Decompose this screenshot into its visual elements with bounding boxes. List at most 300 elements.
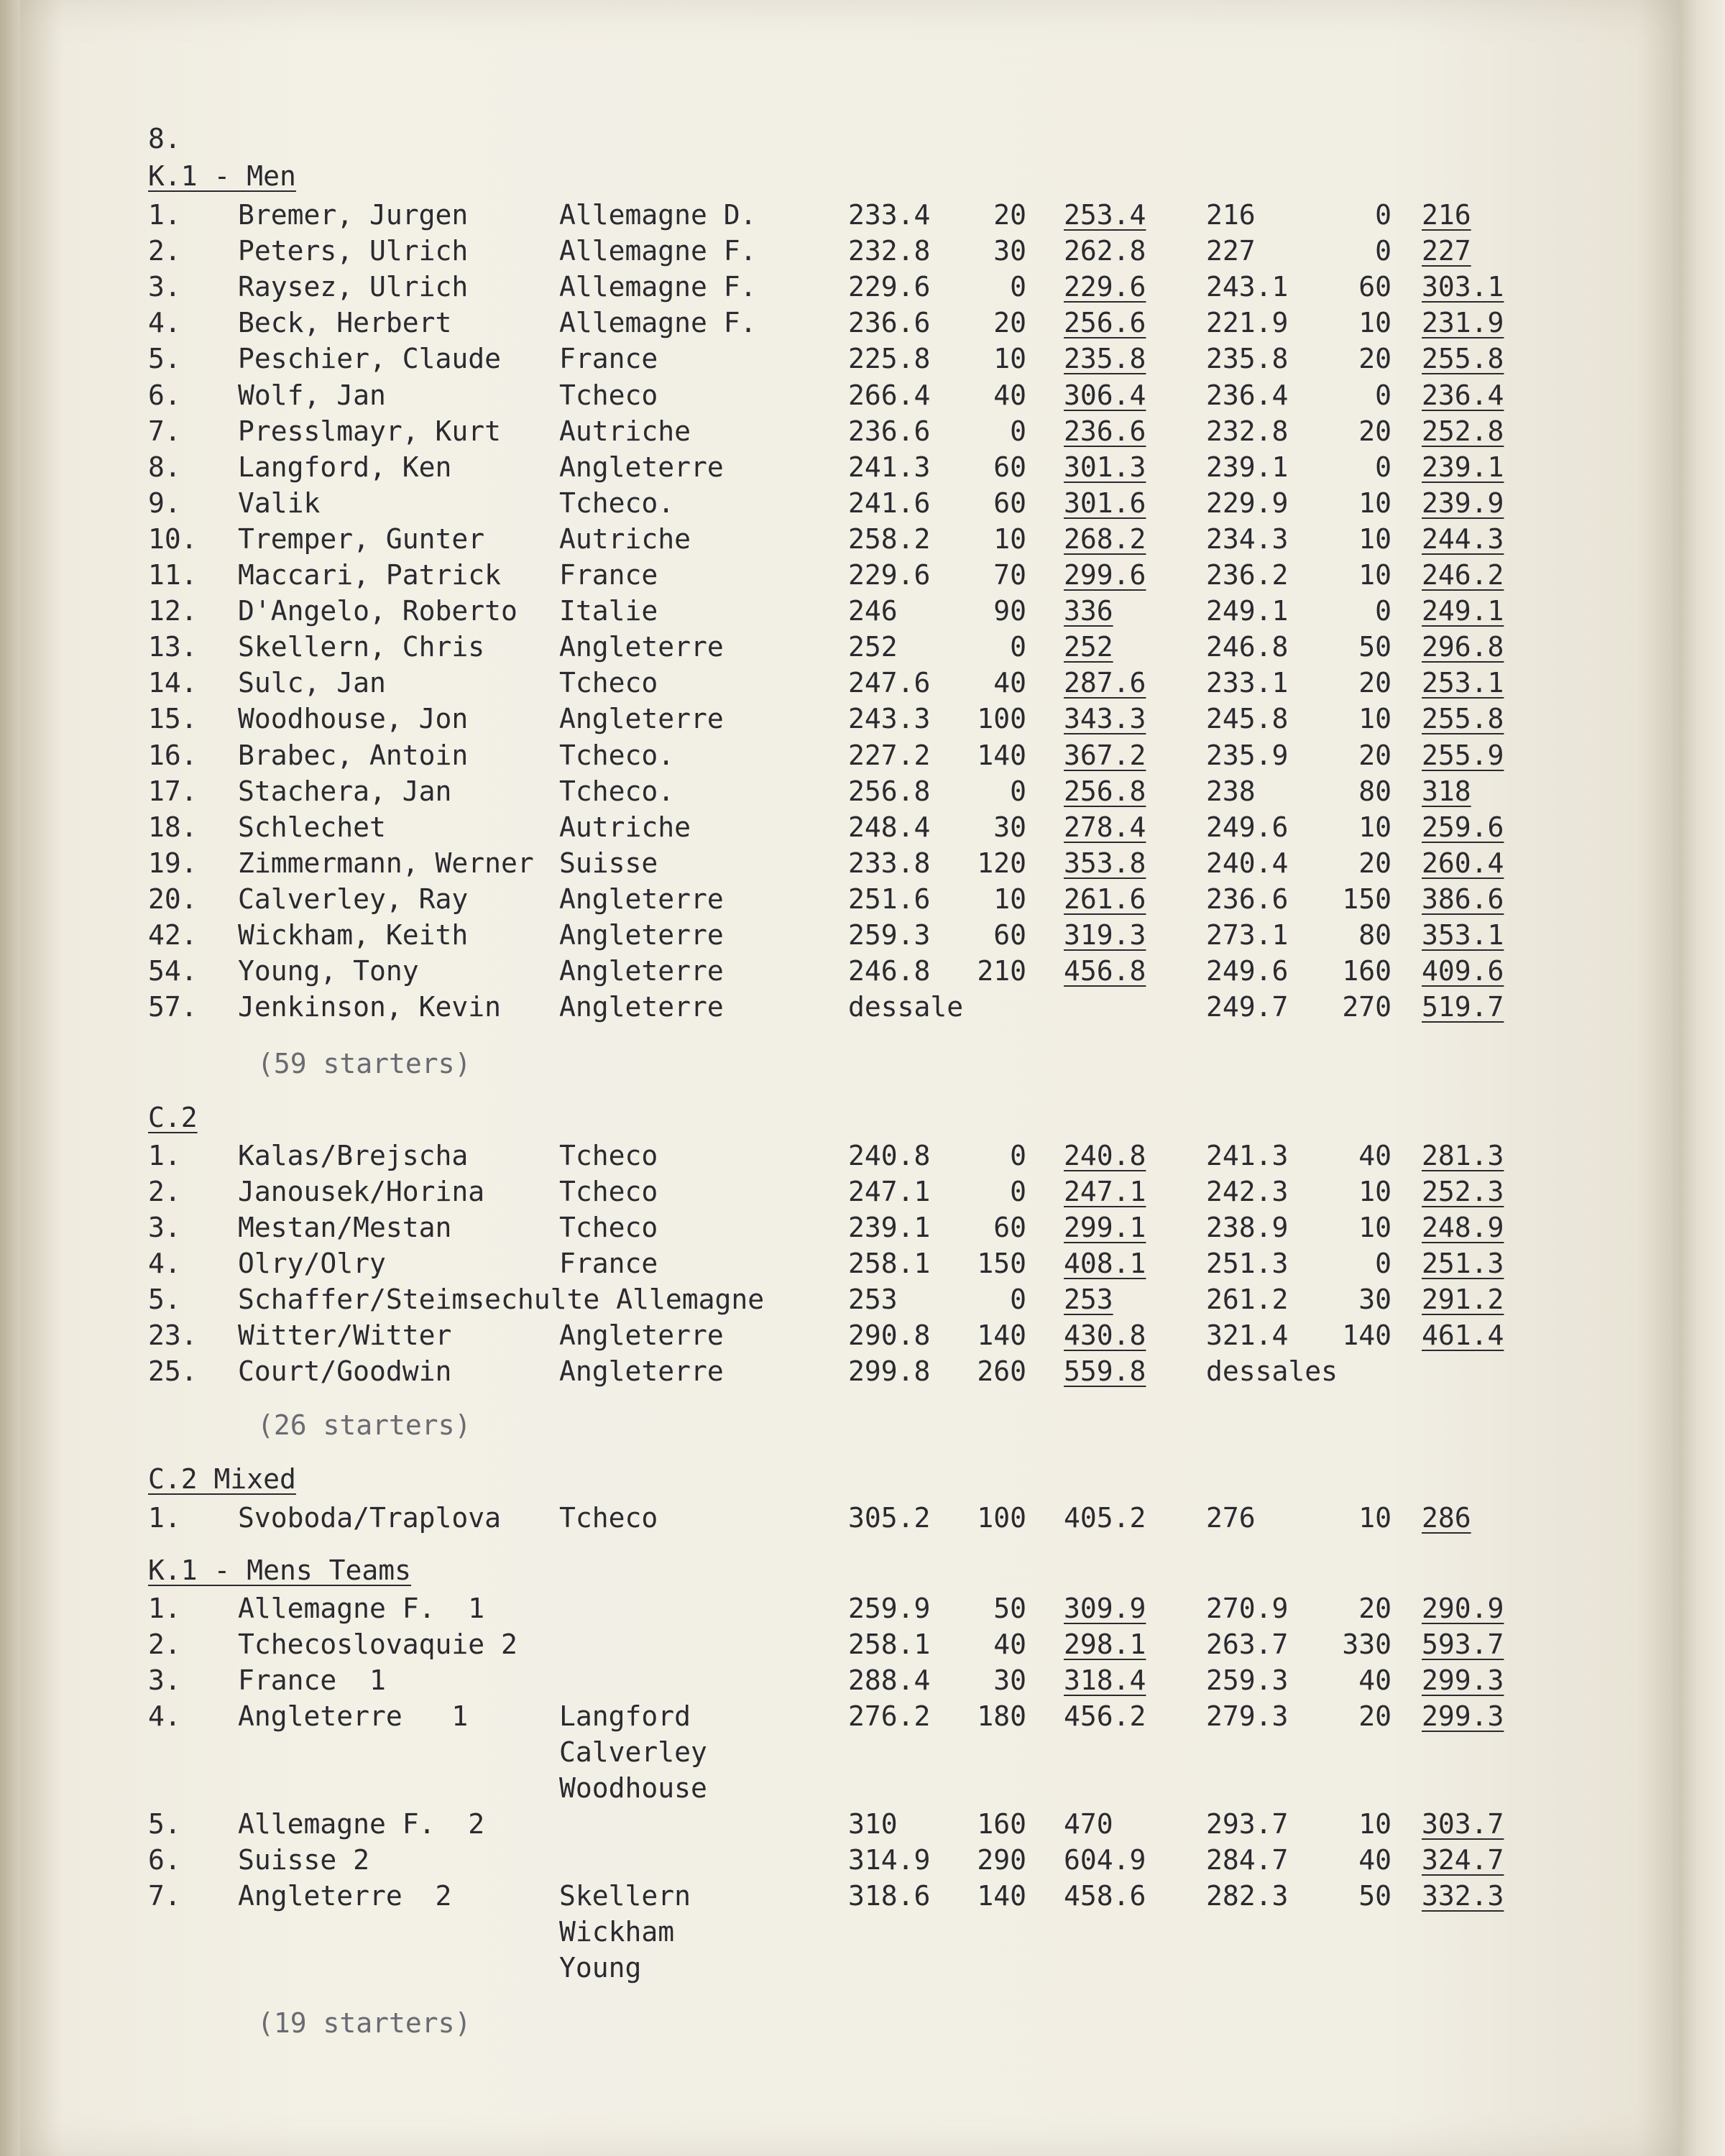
page-binding xyxy=(0,0,20,2156)
run1-total-cell: 604.9 xyxy=(1064,1844,1146,1876)
run2-time-cell: 249.6 xyxy=(1206,955,1289,987)
rank-cell: 5. xyxy=(148,1808,181,1840)
run2-time-cell: 270.9 xyxy=(1206,1593,1289,1624)
run1-penalty-cell: 50 xyxy=(993,1593,1026,1624)
run2-total-cell: 255.8 xyxy=(1422,703,1504,735)
run1-penalty-cell: 10 xyxy=(993,522,1026,555)
team-member: Langford xyxy=(559,1700,691,1732)
run1-time-cell: 258.1 xyxy=(848,1628,931,1660)
table-row xyxy=(20,1626,1680,1662)
table-row xyxy=(20,341,1680,377)
run2-penalty-cell: 0 xyxy=(1375,379,1392,411)
table-row xyxy=(20,953,1680,989)
run1-penalty-cell: 140 xyxy=(977,1880,1026,1912)
rank-cell: 7. xyxy=(148,1880,181,1912)
team-member-row xyxy=(20,1914,1680,1950)
name-cell: Allemagne F. 1 xyxy=(238,1593,485,1624)
run1-total-cell: 318.4 xyxy=(1064,1664,1146,1696)
country-cell: Tcheco xyxy=(559,379,658,411)
name-cell: Schaffer/Steimsechulte Allemagne xyxy=(238,1284,765,1315)
results-content xyxy=(20,0,1680,2156)
run2-penalty-cell: 0 xyxy=(1375,199,1392,231)
table-row xyxy=(20,557,1680,593)
run2-total-cell: 332.3 xyxy=(1422,1880,1504,1912)
rank-cell: 1. xyxy=(148,1502,181,1534)
team-member: Woodhouse xyxy=(559,1772,707,1804)
run1-penalty-cell: 70 xyxy=(993,559,1026,591)
country-cell: France xyxy=(559,343,658,375)
run2-penalty-cell: 40 xyxy=(1358,1844,1392,1876)
table-row xyxy=(20,593,1680,629)
run2-total-cell: 290.9 xyxy=(1422,1593,1504,1624)
table-row xyxy=(20,1138,1680,1174)
run2-total-cell: 593.7 xyxy=(1422,1628,1504,1660)
country-cell: Angleterre xyxy=(559,703,724,735)
run1-total-cell: 456.2 xyxy=(1064,1700,1146,1732)
run2-total-cell: 239.9 xyxy=(1422,487,1504,519)
name-cell: Tchecoslovaquie 2 xyxy=(238,1628,518,1660)
run1-time-cell: 246 xyxy=(848,595,898,627)
run2-time-cell: 238 xyxy=(1206,775,1256,807)
run1-time-cell: 247.6 xyxy=(848,667,931,699)
name-cell: Jenkinson, Kevin xyxy=(238,991,502,1023)
table-row xyxy=(20,1878,1680,1914)
country-cell: Angleterre xyxy=(559,631,724,663)
name-cell: Zimmermann, Werner xyxy=(238,847,534,879)
run2-penalty-cell: 20 xyxy=(1358,667,1392,699)
team-member: Skellern xyxy=(559,1880,691,1912)
run1-time-cell: 227.2 xyxy=(848,739,931,771)
run2-time-cell: 282.3 xyxy=(1206,1880,1289,1912)
table-row xyxy=(20,773,1680,809)
run1-time-cell: 233.4 xyxy=(848,199,931,231)
run1-penalty-cell: 40 xyxy=(993,667,1026,699)
name-cell: Peters, Ulrich xyxy=(238,235,469,267)
rank-cell: 16. xyxy=(148,739,198,771)
run1-time-cell: 258.2 xyxy=(848,522,931,555)
name-cell: Court/Goodwin xyxy=(238,1355,452,1387)
rank-cell: 4. xyxy=(148,1248,181,1279)
table-row xyxy=(20,1806,1680,1842)
run1-penalty-cell: 160 xyxy=(977,1808,1026,1840)
run1-total-cell: 430.8 xyxy=(1064,1319,1146,1351)
name-cell: Angleterre 1 xyxy=(238,1700,469,1732)
run2-penalty-cell: 10 xyxy=(1358,522,1392,555)
run1-time-cell: 288.4 xyxy=(848,1664,931,1696)
country-cell: Autriche xyxy=(559,811,691,843)
run1-time-cell: 256.8 xyxy=(848,775,931,807)
table-row xyxy=(20,1698,1680,1734)
run1-time-cell: 239.1 xyxy=(848,1212,931,1243)
country-cell: Autriche xyxy=(559,415,691,447)
rank-cell: 54. xyxy=(148,955,198,987)
run2-time-cell: 229.9 xyxy=(1206,487,1289,519)
run2-time-cell: 249.6 xyxy=(1206,811,1289,843)
run2-total-cell: 353.1 xyxy=(1422,919,1504,951)
run1-penalty-cell: 0 xyxy=(1010,1284,1026,1315)
run2-penalty-cell: 10 xyxy=(1358,1212,1392,1243)
name-cell: Presslmayr, Kurt xyxy=(238,415,502,447)
name-cell: Tremper, Gunter xyxy=(238,522,485,555)
country-cell: Tcheco. xyxy=(559,739,675,771)
run1-total-cell: 408.1 xyxy=(1064,1248,1146,1279)
run2-total-cell: 303.7 xyxy=(1422,1808,1504,1840)
team-member-row xyxy=(20,1950,1680,1986)
country-cell: Angleterre xyxy=(559,991,724,1023)
run2-time-cell: 235.8 xyxy=(1206,343,1289,375)
table-row xyxy=(20,1500,1680,1536)
run1-total-cell: 236.6 xyxy=(1064,415,1146,447)
run1-penalty-cell: 210 xyxy=(977,955,1026,987)
run2-penalty-cell: 270 xyxy=(1342,991,1392,1023)
run1-penalty-cell: 40 xyxy=(993,1628,1026,1660)
name-cell: Woodhouse, Jon xyxy=(238,703,469,735)
name-cell: Raysez, Ulrich xyxy=(238,271,469,303)
run2-time-cell: 236.4 xyxy=(1206,379,1289,411)
name-cell: Peschier, Claude xyxy=(238,343,502,375)
name-cell: Allemagne F. 2 xyxy=(238,1808,485,1840)
table-row xyxy=(20,197,1680,233)
country-cell: Tcheco xyxy=(559,1212,658,1243)
table-row xyxy=(20,1317,1680,1353)
run1-total-cell: 298.1 xyxy=(1064,1628,1146,1660)
name-cell: Stachera, Jan xyxy=(238,775,452,807)
run1-total-cell: 470 xyxy=(1064,1808,1113,1840)
run1-time-cell: 225.8 xyxy=(848,343,931,375)
rank-cell: 2. xyxy=(148,1628,181,1660)
run1-time-cell: 246.8 xyxy=(848,955,931,987)
team-member: Young xyxy=(559,1952,642,1984)
rank-cell: 6. xyxy=(148,1844,181,1876)
run2-total-cell: 519.7 xyxy=(1422,991,1504,1023)
run1-total-cell: 405.2 xyxy=(1064,1502,1146,1534)
run1-penalty-cell: 40 xyxy=(993,379,1026,411)
team-member-row xyxy=(20,1734,1680,1770)
run1-penalty-cell: 30 xyxy=(993,811,1026,843)
name-cell: Witter/Witter xyxy=(238,1319,452,1351)
run1-time-cell: 299.8 xyxy=(848,1355,931,1387)
run2-penalty-cell: 10 xyxy=(1358,1808,1392,1840)
table-row xyxy=(20,665,1680,701)
country-cell: Angleterre xyxy=(559,955,724,987)
rank-cell: 4. xyxy=(148,1700,181,1732)
run1-penalty-cell: 180 xyxy=(977,1700,1026,1732)
run2-penalty-cell: 0 xyxy=(1375,595,1392,627)
country-cell: Tcheco. xyxy=(559,487,675,519)
rank-cell: 25. xyxy=(148,1355,198,1387)
page-edge xyxy=(1680,0,1725,2156)
run2-total-cell: 248.9 xyxy=(1422,1212,1504,1243)
run2-total-cell: 252.8 xyxy=(1422,415,1504,447)
run2-time-cell: 259.3 xyxy=(1206,1664,1289,1696)
country-cell: Tcheco xyxy=(559,1140,658,1171)
rank-cell: 3. xyxy=(148,1212,181,1243)
table-row xyxy=(20,1210,1680,1245)
run1-time-cell: 259.3 xyxy=(848,919,931,951)
run2-time-cell: 221.9 xyxy=(1206,307,1289,339)
run1-total-cell: 343.3 xyxy=(1064,703,1146,735)
rank-cell: 15. xyxy=(148,703,198,735)
run2-penalty-cell: 330 xyxy=(1342,1628,1392,1660)
page-number: 8. xyxy=(148,123,181,155)
run2-total-cell: 461.4 xyxy=(1422,1319,1504,1351)
run2-penalty-cell: 0 xyxy=(1375,1248,1392,1279)
rank-cell: 2. xyxy=(148,1176,181,1207)
run2-penalty-cell: 20 xyxy=(1358,1593,1392,1624)
run1-total-cell: 456.8 xyxy=(1064,955,1146,987)
run2-time-cell: 279.3 xyxy=(1206,1700,1289,1732)
run2-time-cell: 251.3 xyxy=(1206,1248,1289,1279)
run1-penalty-cell: 10 xyxy=(993,883,1026,915)
rank-cell: 3. xyxy=(148,1664,181,1696)
run1-time-cell: 253 xyxy=(848,1284,898,1315)
run2-penalty-cell: 10 xyxy=(1358,487,1392,519)
name-cell: Mestan/Mestan xyxy=(238,1212,452,1243)
run2-time-cell: 243.1 xyxy=(1206,271,1289,303)
run1-time-cell: 233.8 xyxy=(848,847,931,879)
name-cell: Svoboda/Traplova xyxy=(238,1502,502,1534)
run2-time-cell: 236.2 xyxy=(1206,559,1289,591)
rank-cell: 12. xyxy=(148,595,198,627)
table-row xyxy=(20,1590,1680,1626)
run1-total-cell: 559.8 xyxy=(1064,1355,1146,1387)
run1-time-cell: 290.8 xyxy=(848,1319,931,1351)
table-row xyxy=(20,485,1680,521)
run2-total-cell: 318 xyxy=(1422,775,1471,807)
run2-penalty-cell: 20 xyxy=(1358,847,1392,879)
country-cell: France xyxy=(559,1248,658,1279)
run2-penalty-cell: 40 xyxy=(1358,1664,1392,1696)
run2-time-cell: 239.1 xyxy=(1206,451,1289,483)
run1-penalty-cell: 30 xyxy=(993,235,1026,267)
run1-penalty-cell: 90 xyxy=(993,595,1026,627)
run1-total-cell: 299.6 xyxy=(1064,559,1146,591)
team-member: Wickham xyxy=(559,1916,675,1948)
name-cell: Young, Tony xyxy=(238,955,419,987)
run1-total-cell: 253.4 xyxy=(1064,199,1146,231)
rank-cell: 57. xyxy=(148,991,198,1023)
name-cell: Wolf, Jan xyxy=(238,379,386,411)
country-cell: France xyxy=(559,559,658,591)
country-cell: Suisse xyxy=(559,847,658,879)
run2-total-cell: 227 xyxy=(1422,235,1471,267)
c2-starters: (26 starters) xyxy=(257,1409,472,1441)
rank-cell: 42. xyxy=(148,919,198,951)
rank-cell: 7. xyxy=(148,415,181,447)
rank-cell: 9. xyxy=(148,487,181,519)
run1-time-cell: 229.6 xyxy=(848,271,931,303)
run2-time-cell: 249.7 xyxy=(1206,991,1289,1023)
run2-time-cell: 321.4 xyxy=(1206,1319,1289,1351)
run2-total-cell: 259.6 xyxy=(1422,811,1504,843)
name-cell: Langford, Ken xyxy=(238,451,452,483)
run1-total-cell: 336 xyxy=(1064,595,1113,627)
run1-time-cell: 241.6 xyxy=(848,487,931,519)
run1-penalty-cell: 0 xyxy=(1010,1140,1026,1171)
k1-men-starters: (59 starters) xyxy=(257,1048,472,1079)
run2-time-cell: 273.1 xyxy=(1206,919,1289,951)
rank-cell: 14. xyxy=(148,667,198,699)
run2-time-cell: 245.8 xyxy=(1206,703,1289,735)
run1-penalty-cell: 20 xyxy=(993,199,1026,231)
run2-time-cell: 234.3 xyxy=(1206,522,1289,555)
run1-penalty-cell: 140 xyxy=(977,739,1026,771)
section-title-c2: C.2 xyxy=(148,1102,198,1133)
rank-cell: 1. xyxy=(148,199,181,231)
run2-penalty-cell: 10 xyxy=(1358,811,1392,843)
run2-penalty-cell: 80 xyxy=(1358,775,1392,807)
run2-penalty-cell: 10 xyxy=(1358,703,1392,735)
table-row xyxy=(20,377,1680,413)
name-cell: Valik xyxy=(238,487,321,519)
section-title-k1-men: K.1 - Men xyxy=(148,160,296,192)
run1-penalty-cell: 60 xyxy=(993,451,1026,483)
run2-penalty-cell: 50 xyxy=(1358,631,1392,663)
table-row xyxy=(20,881,1680,917)
run2-time-cell: 293.7 xyxy=(1206,1808,1289,1840)
name-cell: Schlechet xyxy=(238,811,386,843)
run2-total-cell: 303.1 xyxy=(1422,271,1504,303)
run2-time-cell: 284.7 xyxy=(1206,1844,1289,1876)
run1-time-cell: 252 xyxy=(848,631,898,663)
run2-time-cell: 233.1 xyxy=(1206,667,1289,699)
rank-cell: 23. xyxy=(148,1319,198,1351)
run2-total-cell: 255.8 xyxy=(1422,343,1504,375)
run1-penalty-cell: 10 xyxy=(993,343,1026,375)
table-row xyxy=(20,1245,1680,1281)
team-member: Calverley xyxy=(559,1736,707,1768)
run1-time-cell: 259.9 xyxy=(848,1593,931,1624)
run1-penalty-cell: 120 xyxy=(977,847,1026,879)
run2-time-cell: 261.2 xyxy=(1206,1284,1289,1315)
run2-total-cell: 249.1 xyxy=(1422,595,1504,627)
name-cell: Kalas/Brejscha xyxy=(238,1140,469,1171)
run2-time-cell: 216 xyxy=(1206,199,1256,231)
run2-penalty-cell: 20 xyxy=(1358,1700,1392,1732)
document-page xyxy=(20,0,1680,2156)
table-row xyxy=(20,305,1680,341)
run2-total-cell: 253.1 xyxy=(1422,667,1504,699)
table-row xyxy=(20,701,1680,737)
country-cell: Tcheco xyxy=(559,667,658,699)
name-cell: Wickham, Keith xyxy=(238,919,469,951)
run1-time-cell: 314.9 xyxy=(848,1844,931,1876)
run2-penalty-cell: 10 xyxy=(1358,1502,1392,1534)
table-row xyxy=(20,413,1680,449)
run1-time-cell: 240.8 xyxy=(848,1140,931,1171)
rank-cell: 6. xyxy=(148,379,181,411)
country-cell: Angleterre xyxy=(559,919,724,951)
table-row xyxy=(20,1842,1680,1878)
name-cell: Skellern, Chris xyxy=(238,631,485,663)
run1-total-cell: 253 xyxy=(1064,1284,1113,1315)
country-cell: Tcheco. xyxy=(559,775,675,807)
table-row xyxy=(20,989,1680,1025)
name-cell: Beck, Herbert xyxy=(238,307,452,339)
rank-cell: 3. xyxy=(148,271,181,303)
table-row xyxy=(20,1174,1680,1210)
run2-time-cell: dessales xyxy=(1206,1355,1338,1387)
run1-penalty-cell: 0 xyxy=(1010,271,1026,303)
run1-total-cell: 235.8 xyxy=(1064,343,1146,375)
run1-time-cell: 276.2 xyxy=(848,1700,931,1732)
run1-total-cell: 287.6 xyxy=(1064,667,1146,699)
run2-total-cell: 246.2 xyxy=(1422,559,1504,591)
run1-total-cell: 319.3 xyxy=(1064,919,1146,951)
run2-time-cell: 235.9 xyxy=(1206,739,1289,771)
run1-total-cell: 458.6 xyxy=(1064,1880,1146,1912)
run2-penalty-cell: 10 xyxy=(1358,559,1392,591)
run2-penalty-cell: 30 xyxy=(1358,1284,1392,1315)
run1-time-cell: 310 xyxy=(848,1808,898,1840)
country-cell: Allemagne F. xyxy=(559,307,757,339)
run1-time-cell: 243.3 xyxy=(848,703,931,735)
run1-total-cell: 278.4 xyxy=(1064,811,1146,843)
run2-total-cell: 286 xyxy=(1422,1502,1471,1534)
country-cell: Angleterre xyxy=(559,451,724,483)
run1-penalty-cell: 140 xyxy=(977,1319,1026,1351)
run1-total-cell: 353.8 xyxy=(1064,847,1146,879)
run1-penalty-cell: 60 xyxy=(993,487,1026,519)
run1-time-cell: 251.6 xyxy=(848,883,931,915)
country-cell: Angleterre xyxy=(559,1319,724,1351)
name-cell: Sulc, Jan xyxy=(238,667,386,699)
run1-total-cell: 262.8 xyxy=(1064,235,1146,267)
rank-cell: 19. xyxy=(148,847,198,879)
country-cell: Autriche xyxy=(559,522,691,555)
run1-time-cell: dessale xyxy=(848,991,964,1023)
run1-penalty-cell: 0 xyxy=(1010,631,1026,663)
run1-time-cell: 305.2 xyxy=(848,1502,931,1534)
run1-time-cell: 247.1 xyxy=(848,1176,931,1207)
table-row xyxy=(20,1281,1680,1317)
run2-penalty-cell: 20 xyxy=(1358,343,1392,375)
run1-total-cell: 301.3 xyxy=(1064,451,1146,483)
run2-time-cell: 241.3 xyxy=(1206,1140,1289,1171)
table-row xyxy=(20,1662,1680,1698)
name-cell: Maccari, Patrick xyxy=(238,559,502,591)
team-member-row xyxy=(20,1770,1680,1806)
run1-penalty-cell: 0 xyxy=(1010,415,1026,447)
run2-total-cell: 299.3 xyxy=(1422,1700,1504,1732)
run2-total-cell: 244.3 xyxy=(1422,522,1504,555)
run2-total-cell: 291.2 xyxy=(1422,1284,1504,1315)
run1-total-cell: 229.6 xyxy=(1064,271,1146,303)
run2-penalty-cell: 10 xyxy=(1358,1176,1392,1207)
name-cell: Brabec, Antoin xyxy=(238,739,469,771)
run1-total-cell: 301.6 xyxy=(1064,487,1146,519)
run2-penalty-cell: 60 xyxy=(1358,271,1392,303)
run1-penalty-cell: 0 xyxy=(1010,1176,1026,1207)
run1-total-cell: 261.6 xyxy=(1064,883,1146,915)
run2-penalty-cell: 150 xyxy=(1342,883,1392,915)
k1-teams-starters: (19 starters) xyxy=(257,2007,472,2039)
run2-total-cell: 299.3 xyxy=(1422,1664,1504,1696)
run2-total-cell: 260.4 xyxy=(1422,847,1504,879)
rank-cell: 5. xyxy=(148,1284,181,1315)
run2-time-cell: 232.8 xyxy=(1206,415,1289,447)
run2-penalty-cell: 140 xyxy=(1342,1319,1392,1351)
rank-cell: 17. xyxy=(148,775,198,807)
run2-penalty-cell: 0 xyxy=(1375,235,1392,267)
run2-total-cell: 296.8 xyxy=(1422,631,1504,663)
country-cell: Allemagne F. xyxy=(559,271,757,303)
run1-penalty-cell: 60 xyxy=(993,1212,1026,1243)
run2-penalty-cell: 0 xyxy=(1375,451,1392,483)
name-cell: D'Angelo, Roberto xyxy=(238,595,518,627)
rank-cell: 8. xyxy=(148,451,181,483)
run1-time-cell: 258.1 xyxy=(848,1248,931,1279)
